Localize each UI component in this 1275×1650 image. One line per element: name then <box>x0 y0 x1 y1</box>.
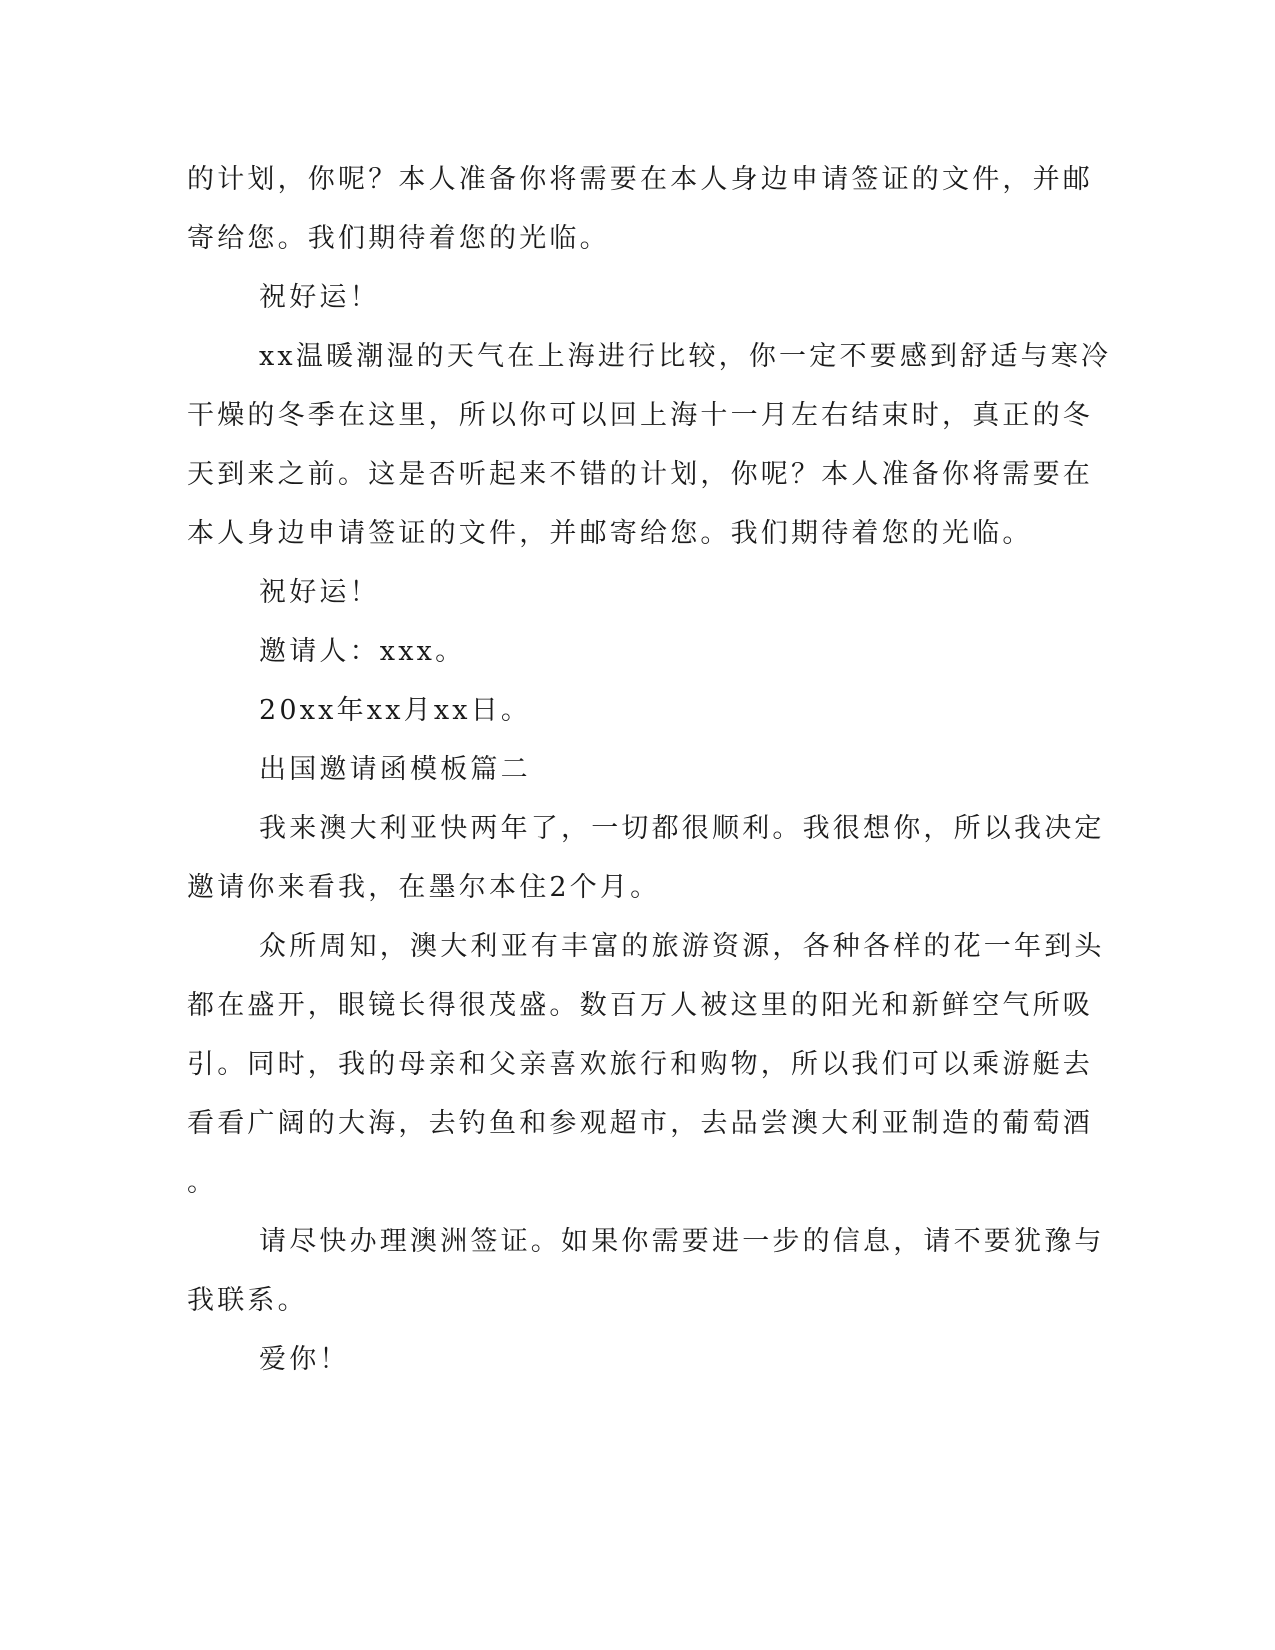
date-line: 20xx年xx月xx日。 <box>259 695 532 726</box>
text-line: 天到来之前。这是否听起来不错的计划，你呢？本人准备你将需要在 <box>187 459 1093 490</box>
section-heading: 出国邀请函模板篇二 <box>259 754 531 785</box>
text-line: 。 <box>187 1167 218 1198</box>
text-line: 看看广阔的大海，去钓鱼和参观超市，去品尝澳大利亚制造的葡萄酒 <box>187 1108 1093 1139</box>
paragraph-start: 我来澳大利亚快两年了，一切都很顺利。我很想你，所以我决定 <box>259 813 1105 844</box>
text-line: 邀请你来看我，在墨尔本住2个月。 <box>187 872 661 903</box>
paragraph-start: 请尽快办理澳洲签证。如果你需要进一步的信息，请不要犹豫与 <box>259 1226 1105 1257</box>
text-line: 寄给您。我们期待着您的光临。 <box>187 223 610 254</box>
closing-line: 祝好运！ <box>259 282 380 313</box>
text-line: 引。同时，我的母亲和父亲喜欢旅行和购物，所以我们可以乘游艇去 <box>187 1049 1093 1080</box>
text-line: 本人身边申请签证的文件，并邮寄给您。我们期待着您的光临。 <box>187 518 1033 549</box>
paragraph-start: 众所周知，澳大利亚有丰富的旅游资源，各种各样的花一年到头 <box>259 931 1105 962</box>
text-line: 干燥的冬季在这里，所以你可以回上海十一月左右结束时，真正的冬 <box>187 400 1093 431</box>
closing-line: 爱你！ <box>259 1344 350 1375</box>
closing-line: 祝好运！ <box>259 577 380 608</box>
text-line: 的计划，你呢？本人准备你将需要在本人身边申请签证的文件，并邮 <box>187 164 1093 195</box>
text-line: 我联系。 <box>187 1285 308 1316</box>
text-line: 都在盛开，眼镜长得很茂盛。数百万人被这里的阳光和新鲜空气所吸 <box>187 990 1093 1021</box>
inviter-line: 邀请人：xxx。 <box>259 636 466 667</box>
paragraph-start: xx温暖潮湿的天气在上海进行比较，你一定不要感到舒适与寒冷 <box>259 341 1112 372</box>
